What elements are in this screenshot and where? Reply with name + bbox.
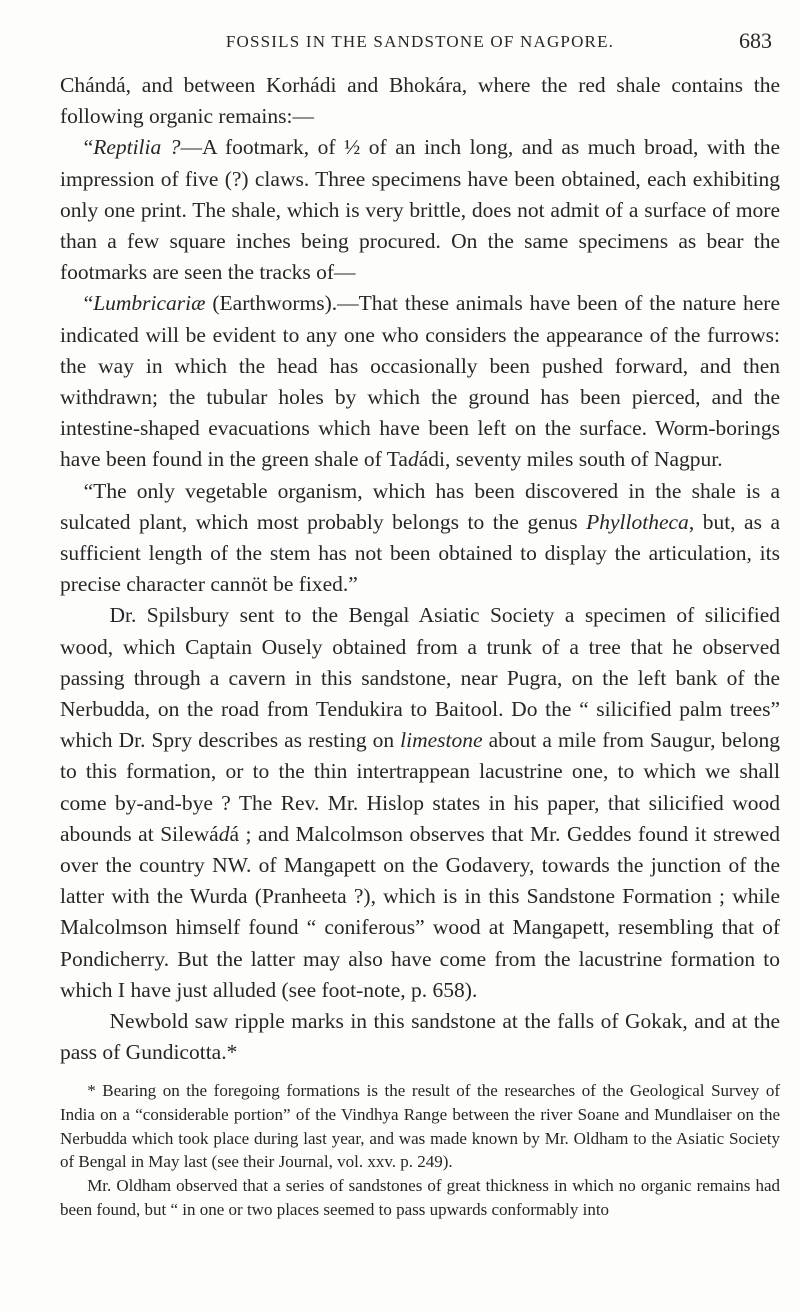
paragraph	[60, 70, 780, 132]
body-text	[60, 70, 780, 1069]
italic-text: Reptilia ?	[93, 135, 181, 160]
text-run: about a mile from Saugur, belong to this formation, or to the thin intertrappean lacustrine one, to which we shall come by-and-bye ? The Rev. Mr. Hislop states in his paper, that silicified wood abounds at Silewá	[60, 728, 780, 846]
paragraph	[60, 476, 780, 601]
text-run: Newbold saw ripple marks in this sandstone at the falls of Gokak, and at the pass of Gundicotta.*	[60, 1009, 780, 1065]
text-run: ádi, seventy miles south of Nagpur.	[418, 447, 723, 472]
text-run: Chándá, and between Korhádi and Bhokára, where the red shale contains the following organic remains:—	[60, 73, 780, 129]
italic-text: d	[407, 447, 419, 472]
text-run: , but, as a sufficient length of the stem has not been obtained to display the articulation, its precise character cannöt be fixed.”	[60, 509, 780, 597]
italic-text: Phyllotheca	[586, 509, 689, 534]
text-run: “	[83, 135, 94, 160]
text-run: “	[83, 291, 94, 316]
text-run: á ; and Malcolmson observes that Mr. Geddes found it strewed over the country NW. of Mangapett on the Godavery, towards the junction of the latter with the Wurda (Pranheeta ?), which is in this Sandstone Formation ; while Malcolmson himself found “ coniferous” wood at Mangapett, resembling that of Pondicherry. But the latter may also have come from the lacustrine formation to which I have just alluded (see foot-note, p. 658).	[60, 821, 780, 1002]
italic-text: limestone	[400, 728, 483, 753]
page-number: 683	[739, 28, 772, 53]
paragraph	[60, 288, 780, 475]
italic-text: d	[218, 821, 230, 846]
text-run: —A footmark, of ½ of an inch long, and as much broad, with the impression of five (?) claws. Three specimens have been obtained, each exhibiting only one print. The shale, which is very brittle, does not admit of a surface of more than a few square inches being procured. On the same specimens as bear the footmarks are seen the tracks of—	[60, 135, 780, 285]
running-head	[60, 28, 780, 58]
paragraph	[60, 132, 780, 288]
paragraph	[60, 1006, 780, 1068]
footnote: * Bearing on the foregoing formations is the result of the researches of the Geological Survey of India on a “considerable portion” of the Vindhya Range between the river Soane and Mundlaiser on the Nerbudda which took place during last year, and was made known by Mr. Oldham to the Asiatic Society of Bengal in May last (see their Journal, vol. xxv. p. 249).	[60, 1081, 780, 1172]
running-title: FOSSILS IN THE SANDSTONE OF NAGPORE.	[225, 32, 615, 51]
text-run: (Earthworms).—That these animals have been of the nature here indicated will be evident to any one who considers the appearance of the furrows: the way in which the head has occasionally been pushed forward, and then withdrawn; the tubular holes by which the ground has been pierced, and the intestine-shaped evacuations which have been left on the surface. Worm-borings have been found in the green shale of Ta	[60, 291, 780, 472]
footnote: Mr. Oldham observed that a series of sandstones of great thickness in which no organic remains had been found, but “ in one or two places seemed to pass upwards conformably into	[60, 1176, 780, 1219]
text-run: “The only vegetable organism, which has been discovered in the shale is a sulcated plant, which most probably belongs to the genus	[60, 478, 780, 534]
italic-text: Lumbricariæ	[93, 291, 206, 316]
footnotes	[60, 1079, 780, 1222]
paragraph	[60, 600, 780, 1006]
text-run: Dr. Spilsbury sent to the Bengal Asiatic Society a specimen of silicified wood, which Captain Ousely obtained from a trunk of a tree that he observed passing through a cavern in this sandstone, near Pugra, on the left bank of the Nerbudda, on the road from Tendukira to Baitool. Do the “ silicified palm trees” which Dr. Spry describes as resting on	[60, 603, 780, 753]
